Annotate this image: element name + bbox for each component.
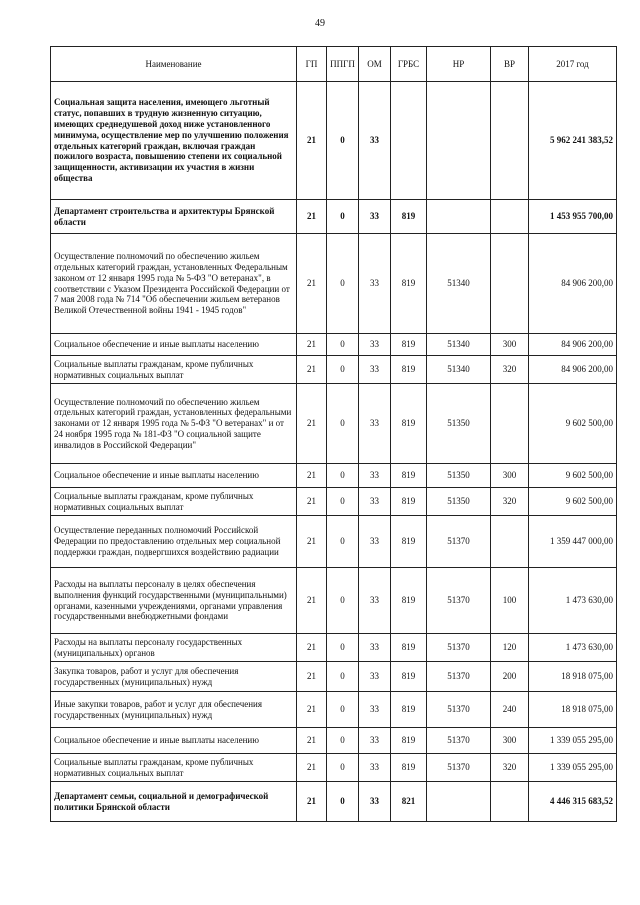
row-gp-cell: 21 [297, 728, 327, 754]
row-amount-cell: 1 473 630,00 [529, 568, 617, 634]
row-amount-cell: 84 906 200,00 [529, 334, 617, 356]
table-row [51, 662, 617, 692]
row-amount-cell: 9 602 500,00 [529, 488, 617, 516]
row-grbs-cell: 821 [391, 782, 427, 822]
row-grbs-cell: 819 [391, 568, 427, 634]
col-header-name: Наименование [51, 47, 297, 82]
row-name-cell: Осуществление переданных полномочий Российской Федерации по предоставлению отдельных мер социальной поддержки граждан, подвергшихся воздействию радиации [51, 516, 297, 568]
row-vr-cell: 320 [491, 356, 529, 384]
row-name-cell: Департамент строительства и архитектуры Брянской области [51, 200, 297, 234]
row-vr-cell: 100 [491, 568, 529, 634]
row-ppgp-cell: 0 [327, 516, 359, 568]
row-name-cell: Департамент семьи, социальной и демографической политики Брянской области [51, 782, 297, 822]
row-nr-cell: 51350 [427, 464, 491, 488]
row-name-cell: Осуществление полномочий по обеспечению жильем отдельных категорий граждан, установленных Федеральным законом от 12 января 1995 года № 5-ФЗ "О ветеранах", в соответствии с Указом Президента Российской Федерации от 7 мая 2008 года № 714 "Об обеспечении жильем ветеранов Великой Отечественной войны 1941 - 1945 годов" [51, 234, 297, 334]
row-ppgp-cell: 0 [327, 782, 359, 822]
row-om-cell: 33 [359, 662, 391, 692]
row-om-cell: 33 [359, 568, 391, 634]
row-name-cell: Социальное обеспечение и иные выплаты населению [51, 464, 297, 488]
row-name-cell: Социальная защита населения, имеющего льготный статус, попавших в трудную жизненную ситуацию, имеющих среднедушевой доход ниже установленного минимума, осуществление мер по улучшению положения отдельных категорий граждан, включая граждан пожилого возраста, повышению степени их социальной защищенности, активизации их участия в жизни общества [51, 82, 297, 200]
row-name-cell: Социальное обеспечение и иные выплаты населению [51, 728, 297, 754]
row-ppgp-cell: 0 [327, 82, 359, 200]
row-vr-cell: 320 [491, 488, 529, 516]
row-grbs-cell: 819 [391, 634, 427, 662]
row-vr-cell: 200 [491, 662, 529, 692]
row-om-cell: 33 [359, 782, 391, 822]
row-vr-cell: 300 [491, 728, 529, 754]
table-row [51, 516, 617, 568]
row-nr-cell: 51340 [427, 334, 491, 356]
col-header-nr: НР [427, 47, 491, 82]
row-vr-cell: 320 [491, 754, 529, 782]
row-gp-cell: 21 [297, 516, 327, 568]
row-amount-cell: 9 602 500,00 [529, 464, 617, 488]
row-vr-cell [491, 516, 529, 568]
row-amount-cell: 18 918 075,00 [529, 692, 617, 728]
table-row [51, 234, 617, 334]
row-gp-cell: 21 [297, 634, 327, 662]
row-vr-cell [491, 234, 529, 334]
row-ppgp-cell: 0 [327, 568, 359, 634]
row-vr-cell: 240 [491, 692, 529, 728]
table-row [51, 634, 617, 662]
table-row [51, 384, 617, 464]
row-nr-cell: 51370 [427, 568, 491, 634]
row-gp-cell: 21 [297, 488, 327, 516]
row-amount-cell: 1 359 447 000,00 [529, 516, 617, 568]
row-ppgp-cell: 0 [327, 334, 359, 356]
row-ppgp-cell: 0 [327, 692, 359, 728]
row-name-cell: Осуществление полномочий по обеспечению жильем отдельных категорий граждан, установленных федеральными законами от 12 января 1995 года № 5-ФЗ "О ветеранах" и от 24 ноября 1995 года № 181-ФЗ "О социальной защите инвалидов в Российской Федерации" [51, 384, 297, 464]
row-grbs-cell: 819 [391, 488, 427, 516]
row-ppgp-cell: 0 [327, 728, 359, 754]
row-gp-cell: 21 [297, 384, 327, 464]
row-nr-cell: 51340 [427, 356, 491, 384]
row-grbs-cell: 819 [391, 356, 427, 384]
row-amount-cell: 9 602 500,00 [529, 384, 617, 464]
row-amount-cell: 1 473 630,00 [529, 634, 617, 662]
row-vr-cell: 120 [491, 634, 529, 662]
row-ppgp-cell: 0 [327, 488, 359, 516]
row-gp-cell: 21 [297, 692, 327, 728]
row-ppgp-cell: 0 [327, 356, 359, 384]
row-name-cell: Социальные выплаты гражданам, кроме публичных нормативных социальных выплат [51, 488, 297, 516]
header-row [51, 47, 617, 82]
table-row [51, 200, 617, 234]
row-vr-cell: 300 [491, 464, 529, 488]
row-ppgp-cell: 0 [327, 662, 359, 692]
row-name-cell: Социальные выплаты гражданам, кроме публичных нормативных социальных выплат [51, 754, 297, 782]
row-grbs-cell: 819 [391, 516, 427, 568]
row-name-cell: Иные закупки товаров, работ и услуг для обеспечения государственных (муниципальных) нужд [51, 692, 297, 728]
row-grbs-cell: 819 [391, 200, 427, 234]
row-nr-cell [427, 782, 491, 822]
row-name-cell: Закупка товаров, работ и услуг для обеспечения государственных (муниципальных) нужд [51, 662, 297, 692]
row-gp-cell: 21 [297, 334, 327, 356]
row-vr-cell [491, 82, 529, 200]
col-header-vr: ВР [491, 47, 529, 82]
row-om-cell: 33 [359, 334, 391, 356]
row-grbs-cell: 819 [391, 334, 427, 356]
row-name-cell: Расходы на выплаты персоналу государственных (муниципальных) органов [51, 634, 297, 662]
row-gp-cell: 21 [297, 662, 327, 692]
table-row [51, 782, 617, 822]
row-om-cell: 33 [359, 384, 391, 464]
row-om-cell: 33 [359, 634, 391, 662]
row-nr-cell: 51370 [427, 516, 491, 568]
row-amount-cell: 18 918 075,00 [529, 662, 617, 692]
row-ppgp-cell: 0 [327, 384, 359, 464]
row-grbs-cell: 819 [391, 234, 427, 334]
row-om-cell: 33 [359, 728, 391, 754]
row-om-cell: 33 [359, 82, 391, 200]
row-name-cell: Расходы на выплаты персоналу в целях обеспечения выполнения функций государственными (муниципальными) органами, казенными учреждениями, органами управления государственными внебюджетными фондами [51, 568, 297, 634]
row-gp-cell: 21 [297, 782, 327, 822]
page-number: 49 [315, 18, 325, 29]
row-gp-cell: 21 [297, 754, 327, 782]
row-grbs-cell: 819 [391, 384, 427, 464]
col-header-2017: 2017 год [529, 47, 617, 82]
row-ppgp-cell: 0 [327, 634, 359, 662]
row-vr-cell [491, 200, 529, 234]
row-nr-cell: 51350 [427, 384, 491, 464]
table-row [51, 488, 617, 516]
row-vr-cell [491, 384, 529, 464]
row-om-cell: 33 [359, 516, 391, 568]
row-om-cell: 33 [359, 234, 391, 334]
row-grbs-cell: 819 [391, 692, 427, 728]
row-nr-cell [427, 200, 491, 234]
row-ppgp-cell: 0 [327, 464, 359, 488]
row-name-cell: Социальное обеспечение и иные выплаты населению [51, 334, 297, 356]
row-om-cell: 33 [359, 488, 391, 516]
row-gp-cell: 21 [297, 568, 327, 634]
table-row [51, 728, 617, 754]
row-vr-cell [491, 782, 529, 822]
table-row [51, 754, 617, 782]
col-header-om: ОМ [359, 47, 391, 82]
row-grbs-cell: 819 [391, 662, 427, 692]
row-ppgp-cell: 0 [327, 200, 359, 234]
row-nr-cell: 51370 [427, 728, 491, 754]
col-header-gp: ГП [297, 47, 327, 82]
col-header-grbs: ГРБС [391, 47, 427, 82]
row-amount-cell: 1 453 955 700,00 [529, 200, 617, 234]
table-row [51, 692, 617, 728]
row-om-cell: 33 [359, 200, 391, 234]
row-grbs-cell: 819 [391, 464, 427, 488]
row-amount-cell: 5 962 241 383,52 [529, 82, 617, 200]
table-row [51, 356, 617, 384]
row-amount-cell: 1 339 055 295,00 [529, 728, 617, 754]
row-nr-cell: 51370 [427, 662, 491, 692]
row-grbs-cell [391, 82, 427, 200]
row-nr-cell: 51370 [427, 754, 491, 782]
table-row [51, 334, 617, 356]
table-row [51, 464, 617, 488]
row-amount-cell: 1 339 055 295,00 [529, 754, 617, 782]
row-vr-cell: 300 [491, 334, 529, 356]
row-om-cell: 33 [359, 464, 391, 488]
col-header-ppgp: ППГП [327, 47, 359, 82]
row-nr-cell: 51340 [427, 234, 491, 334]
row-nr-cell [427, 82, 491, 200]
row-gp-cell: 21 [297, 82, 327, 200]
row-grbs-cell: 819 [391, 754, 427, 782]
row-amount-cell: 84 906 200,00 [529, 234, 617, 334]
row-ppgp-cell: 0 [327, 234, 359, 334]
row-ppgp-cell: 0 [327, 754, 359, 782]
row-gp-cell: 21 [297, 356, 327, 384]
row-om-cell: 33 [359, 356, 391, 384]
row-grbs-cell: 819 [391, 728, 427, 754]
row-gp-cell: 21 [297, 234, 327, 334]
table-row [51, 568, 617, 634]
row-gp-cell: 21 [297, 200, 327, 234]
row-name-cell: Социальные выплаты гражданам, кроме публичных нормативных социальных выплат [51, 356, 297, 384]
row-gp-cell: 21 [297, 464, 327, 488]
row-amount-cell: 4 446 315 683,52 [529, 782, 617, 822]
row-nr-cell: 51370 [427, 634, 491, 662]
row-nr-cell: 51370 [427, 692, 491, 728]
row-amount-cell: 84 906 200,00 [529, 356, 617, 384]
table-row [51, 82, 617, 200]
budget-table [50, 46, 617, 822]
row-om-cell: 33 [359, 692, 391, 728]
row-om-cell: 33 [359, 754, 391, 782]
row-nr-cell: 51350 [427, 488, 491, 516]
